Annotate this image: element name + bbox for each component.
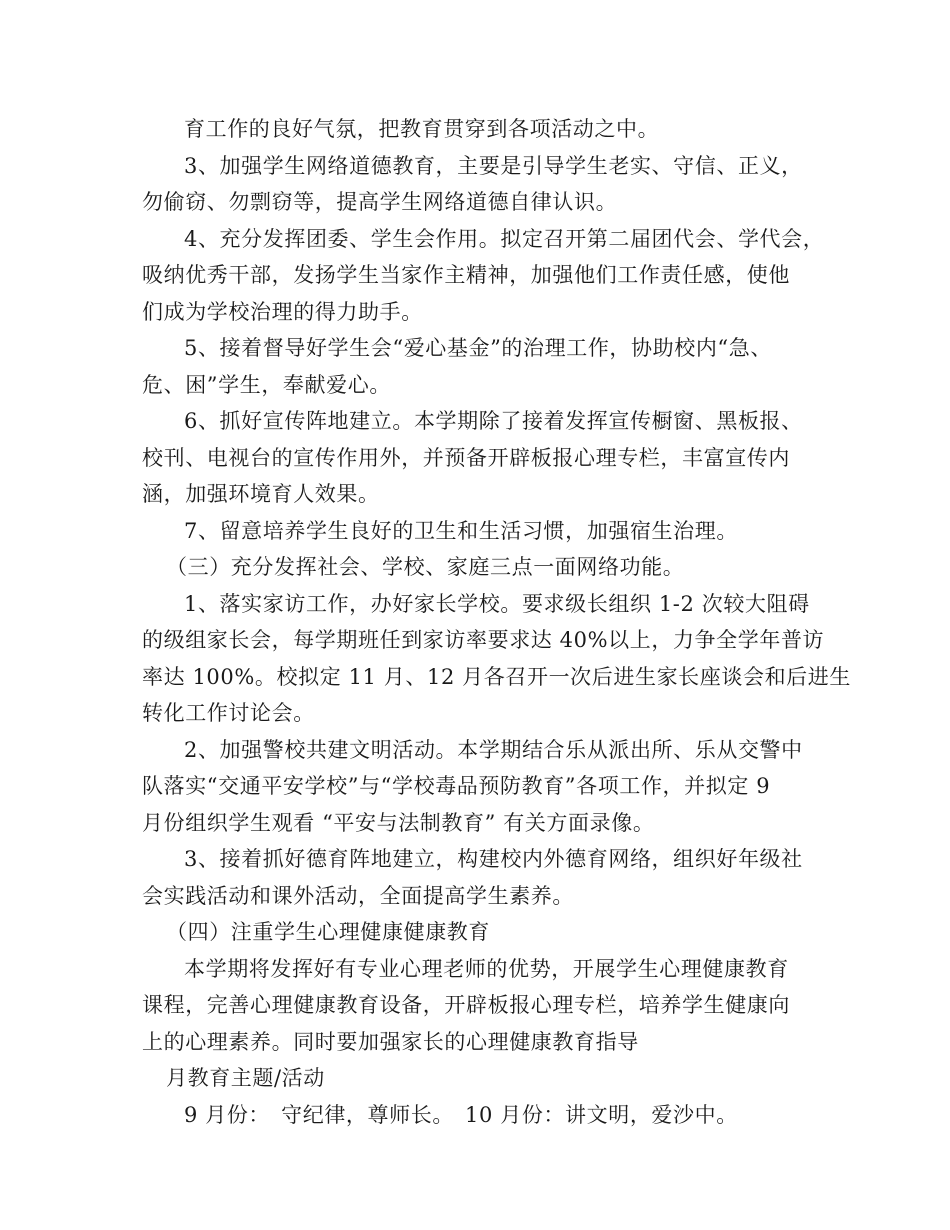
text-line: 6、抓好宣传阵地建立。本学期除了接着发挥宣传橱窗、黑板报、 xyxy=(184,409,803,433)
text-line: 勿偷窃、勿剽窃等，提高学生网络道德自律认识。 xyxy=(142,190,618,214)
document-body xyxy=(142,111,851,1133)
text-line: 课程，完善心理健康教育设备，开辟板报心理专栏，培养学生健康向 xyxy=(142,993,790,1017)
section-heading: （四）注重学生心理健康健康教育 xyxy=(166,920,490,944)
text-line: 4、充分发挥团委、学生会作用。拟定召开第二届团代会、学代会， xyxy=(184,226,825,251)
text-line: 校刊、电视台的宣传作用外，并预备开辟板报心理专栏，丰富宣传内 xyxy=(142,445,790,470)
text-line: 本学期将发挥好有专业心理老师的优势，开展学生心理健康教育 xyxy=(184,956,789,981)
table-caption: 月教育主题/活动 xyxy=(166,1066,325,1090)
text-line: 的级组家长会，每学期班任到家访率要求达 40%以上，力争全学年普访 xyxy=(142,628,825,652)
text-line: 2、加强警校共建文明活动。本学期结合乐从派出所、乐从交警中 xyxy=(184,737,803,762)
text-line: 9 月份： 守纪律，尊师长。 10 月份：讲文明，爱沙中。 xyxy=(184,1102,738,1127)
text-line: 危、困”学生，奉献爱心。 xyxy=(142,372,391,397)
text-line: 上的心理素养。同时要加强家长的心理健康教育指导 xyxy=(142,1029,639,1054)
text-line: 们成为学校治理的得力助手。 xyxy=(142,299,423,324)
text-line: 7、留意培养学生良好的卫生和生活习惯，加强宿生治理。 xyxy=(184,518,738,543)
text-line: 1、落实家访工作，办好家长学校。要求级长组织 1-2 次较大阻碍 xyxy=(184,591,810,616)
section-heading: （三）充分发挥社会、学校、家庭三点一面网络功能。 xyxy=(166,555,685,579)
text-line: 涵，加强环境育人效果。 xyxy=(142,482,380,506)
text-line: 3、接着抓好德育阵地建立，构建校内外德育网络，组织好年级社 xyxy=(184,847,803,871)
text-line: 5、接着督导好学生会“爱心基金”的治理工作，协助校内“急、 xyxy=(184,336,772,360)
text-line: 月份组织学生观看 “平安与法制教育” 有关方面录像。 xyxy=(142,810,655,835)
text-line: 转化工作讨论会。 xyxy=(142,701,315,725)
text-line: 吸纳优秀干部，发扬学生当家作主精神，加强他们工作责任感，使他 xyxy=(142,263,790,287)
text-line: 队落实“交通平安学校”与“学校毒品预防教育”各项工作，并拟定 9 xyxy=(142,774,771,798)
text-line: 会实践活动和课外活动，全面提高学生素养。 xyxy=(142,883,574,908)
text-line: 率达 100%。校拟定 11 月、12 月各召开一次后进生家长座谈会和后进生 xyxy=(142,664,851,689)
text-line: 育工作的良好气氛，把教育贯穿到各项活动之中。 xyxy=(184,117,660,141)
text-line: 3、加强学生网络道德教育，主要是引导学生老实、守信、正义， xyxy=(184,153,803,178)
